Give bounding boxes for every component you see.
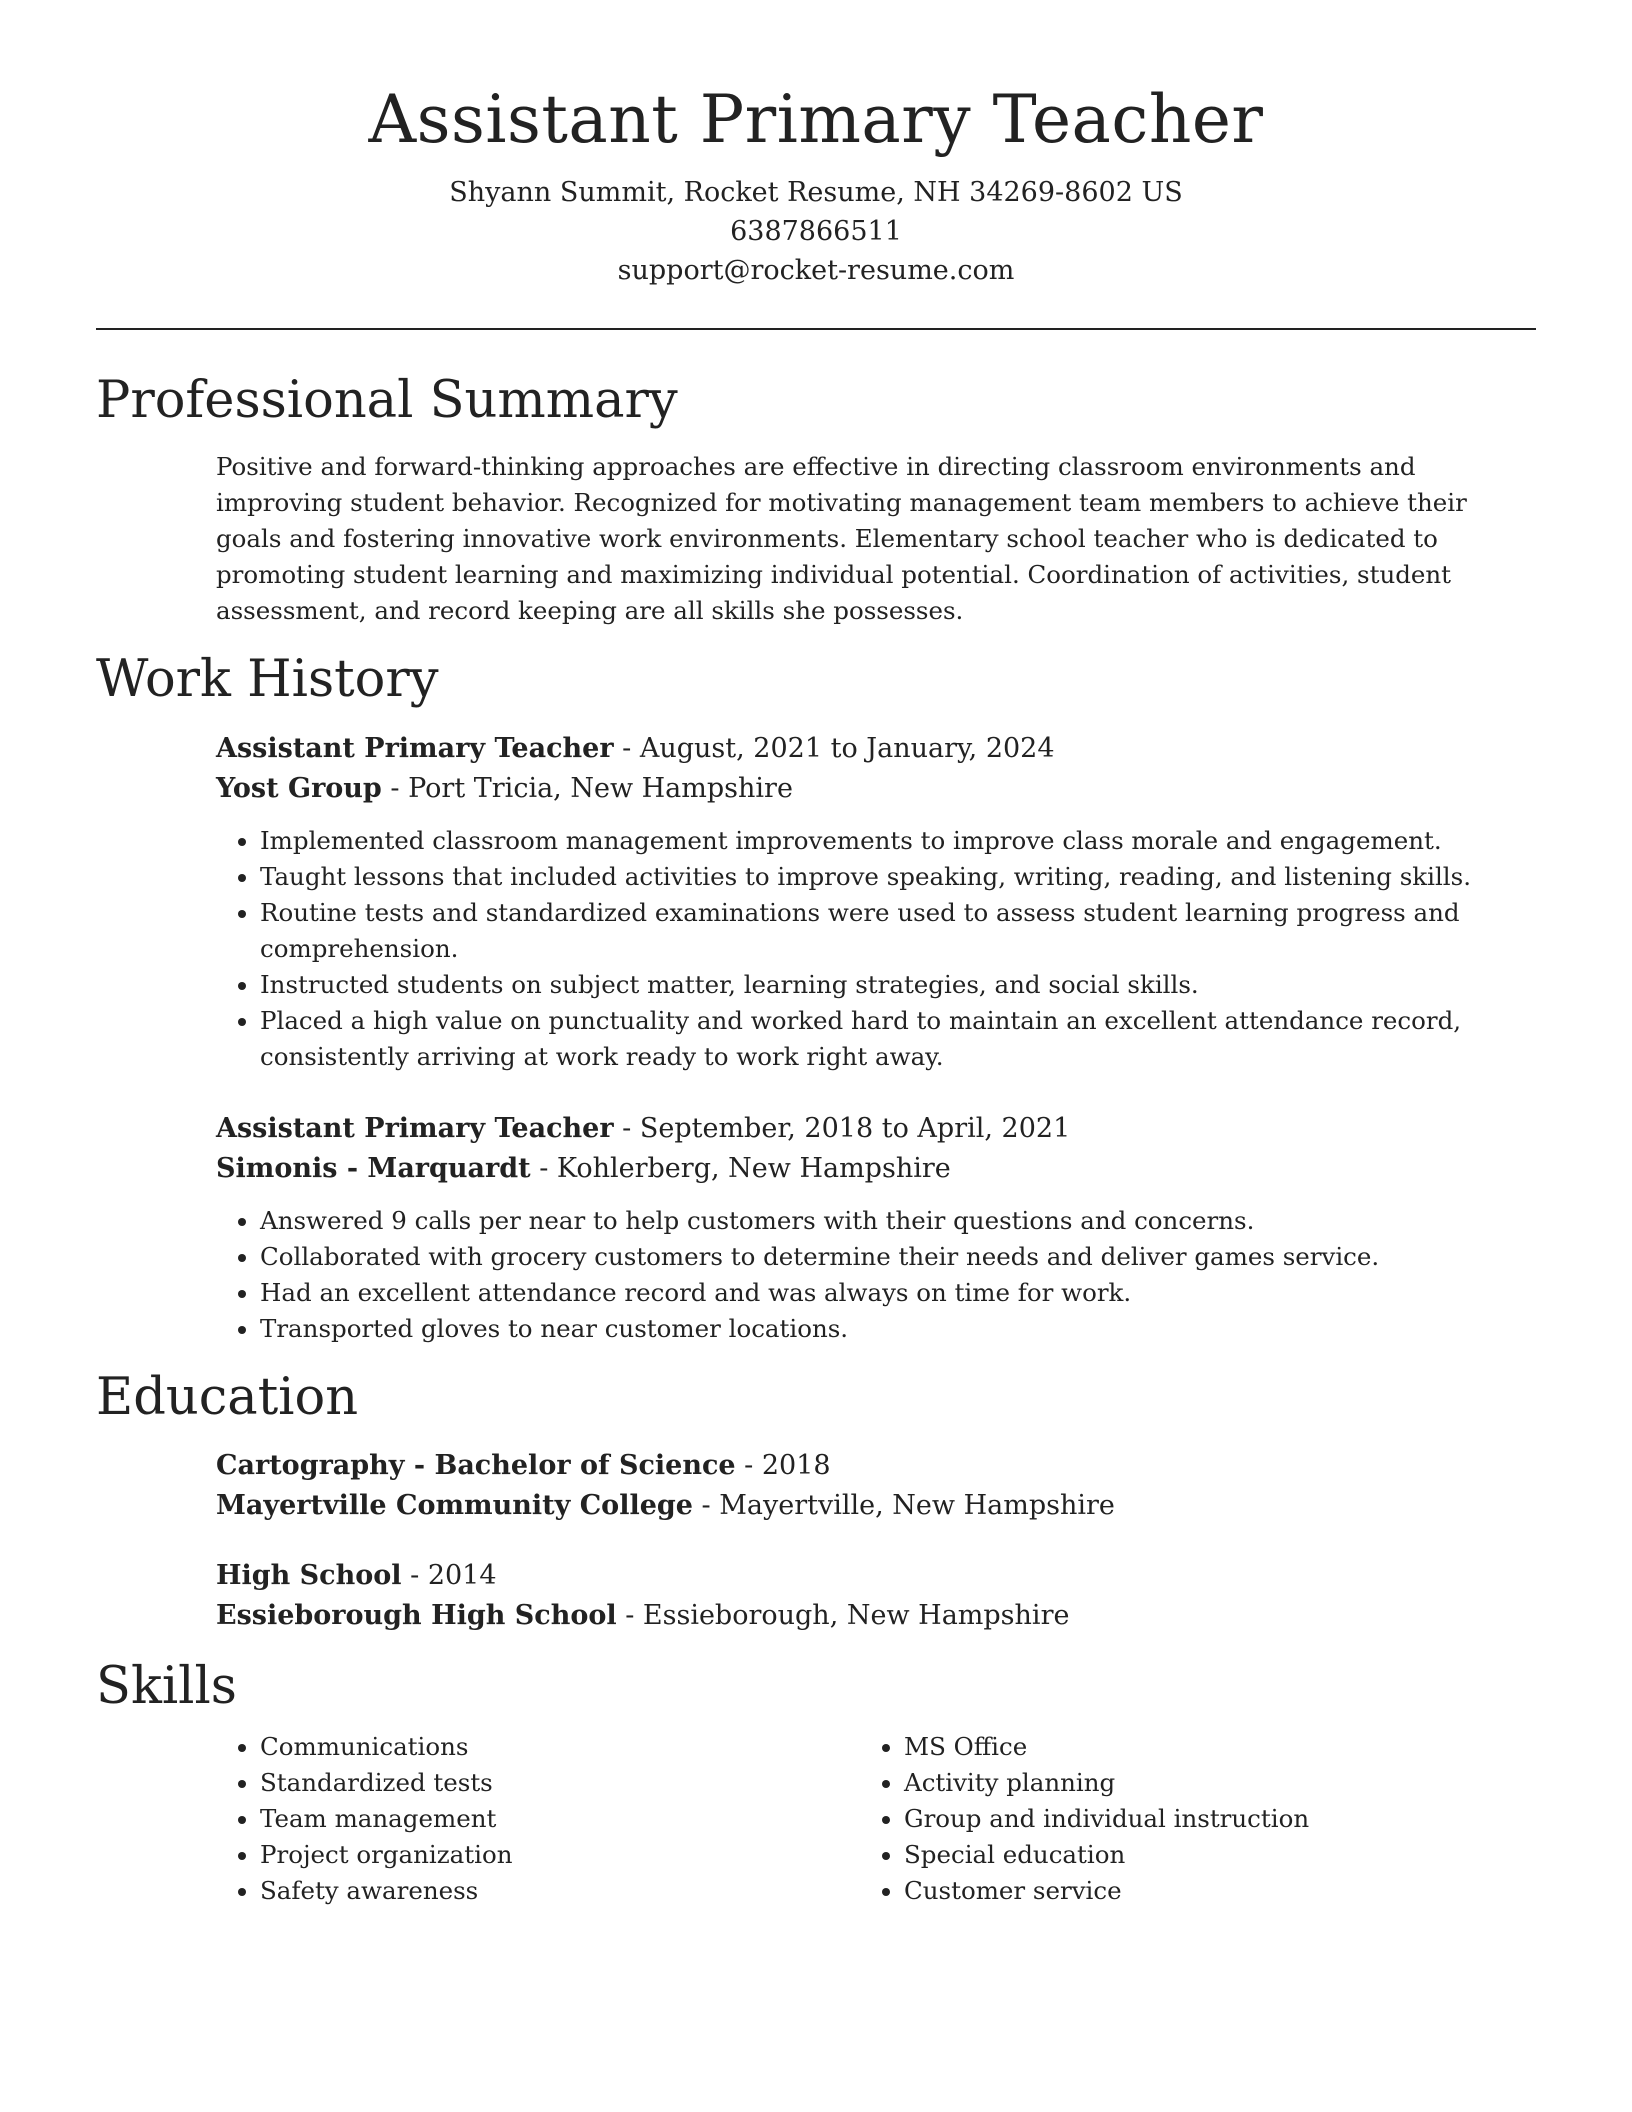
job-company: Simonis - Marquardt bbox=[216, 1152, 531, 1184]
job-bullet: • Taught lessons that included activities to improve speaking, writing, reading, and listening skills. bbox=[260, 859, 1536, 895]
contact-email: support@rocket-resume.com bbox=[617, 255, 1015, 287]
contact-phone: 6387866511 bbox=[730, 216, 902, 248]
job-bullet: • Instructed students on subject matter, learning strategies, and social skills. bbox=[260, 967, 1536, 1003]
resume-name: Assistant Primary Teacher bbox=[368, 81, 1264, 158]
job-location: - Kohlerberg, New Hampshire bbox=[530, 1152, 951, 1184]
skills-heading: Skills bbox=[96, 1656, 237, 1716]
education-location: - Mayertville, New Hampshire bbox=[692, 1489, 1115, 1521]
job-bullet: • Collaborated with grocery customers to determine their needs and deliver games service. bbox=[260, 1239, 1536, 1275]
skill-item: • Special education bbox=[904, 1837, 1504, 1873]
job-company-line bbox=[216, 769, 1536, 809]
education-year: - 2014 bbox=[401, 1559, 497, 1591]
education-degree: High School bbox=[216, 1559, 402, 1591]
job-bullet: • Had an excellent attendance record and was always on time for work. bbox=[260, 1275, 1536, 1311]
job-bullets bbox=[216, 823, 1536, 1075]
job-title-line bbox=[216, 729, 1536, 769]
contact-block bbox=[96, 173, 1536, 290]
skill-item: • Safety awareness bbox=[260, 1873, 860, 1909]
skill-item: • Customer service bbox=[904, 1873, 1504, 1909]
education-degree-line bbox=[216, 1556, 1536, 1596]
header-divider bbox=[96, 328, 1536, 330]
job-bullet: • Transported gloves to near customer locations. bbox=[260, 1311, 1536, 1347]
skill-item: • Communications bbox=[260, 1729, 860, 1765]
education-year: - 2018 bbox=[735, 1449, 831, 1481]
skills-list-right bbox=[860, 1729, 1504, 1909]
job-position: Assistant Primary Teacher bbox=[216, 1112, 614, 1144]
summary-heading: Professional Summary bbox=[96, 371, 678, 431]
skill-item: • Project organization bbox=[260, 1837, 860, 1873]
job-bullet: • Implemented classroom management improvements to improve class morale and engagement. bbox=[260, 823, 1536, 859]
work-history-section bbox=[216, 729, 1536, 1347]
skill-item: • Standardized tests bbox=[260, 1765, 860, 1801]
job-entry bbox=[216, 729, 1536, 1075]
education-degree-line bbox=[216, 1446, 1536, 1486]
skill-item: • Activity planning bbox=[904, 1765, 1504, 1801]
contact-address: Shyann Summit, Rocket Resume, NH 34269-8602 US bbox=[449, 177, 1183, 209]
education-school-line bbox=[216, 1596, 1536, 1636]
skills-columns bbox=[216, 1729, 1536, 1909]
job-dates: - August, 2021 to January, 2024 bbox=[613, 732, 1055, 764]
education-school: Mayertville Community College bbox=[216, 1489, 693, 1521]
work-history-heading: Work History bbox=[96, 650, 439, 710]
job-company-line bbox=[216, 1149, 1536, 1189]
education-entry bbox=[216, 1556, 1536, 1636]
education-entry bbox=[216, 1446, 1536, 1526]
skill-item: • Group and individual instruction bbox=[904, 1801, 1504, 1837]
job-position: Assistant Primary Teacher bbox=[216, 732, 614, 764]
job-company: Yost Group bbox=[216, 772, 382, 804]
education-heading: Education bbox=[96, 1367, 359, 1427]
job-bullets bbox=[216, 1203, 1536, 1347]
skills-list-left bbox=[216, 1729, 860, 1909]
job-bullet: • Placed a high value on punctuality and worked hard to maintain an excellent attendance record, consistently arriving at work ready to work right away. bbox=[260, 1003, 1536, 1075]
job-location: - Port Tricia, New Hampshire bbox=[381, 772, 793, 804]
education-section bbox=[216, 1446, 1536, 1636]
job-bullet: • Routine tests and standardized examinations were used to assess student learning progress and comprehension. bbox=[260, 895, 1536, 967]
skill-item: • MS Office bbox=[904, 1729, 1504, 1765]
job-entry bbox=[216, 1109, 1536, 1347]
education-location: - Essieborough, New Hampshire bbox=[616, 1599, 1070, 1631]
skills-section bbox=[216, 1729, 1536, 1909]
education-school-line bbox=[216, 1486, 1536, 1526]
job-bullet: • Answered 9 calls per near to help customers with their questions and concerns. bbox=[260, 1203, 1536, 1239]
summary-text: Positive and forward-thinking approaches are effective in directing classroom environments and improving student behavior. Recognized for motivating management team members to achieve their goals and fostering innovative work environments. Elementary school teacher who is dedicated to promoting student learning and maximizing individual potential. Coordination of activities, student assessment, and record keeping are all skills she possesses. bbox=[216, 452, 1467, 626]
education-school: Essieborough High School bbox=[216, 1599, 617, 1631]
summary-section bbox=[216, 449, 1536, 629]
skill-item: • Team management bbox=[260, 1801, 860, 1837]
job-dates: - September, 2018 to April, 2021 bbox=[613, 1112, 1071, 1144]
education-degree: Cartography - Bachelor of Science bbox=[216, 1449, 736, 1481]
job-title-line bbox=[216, 1109, 1536, 1149]
